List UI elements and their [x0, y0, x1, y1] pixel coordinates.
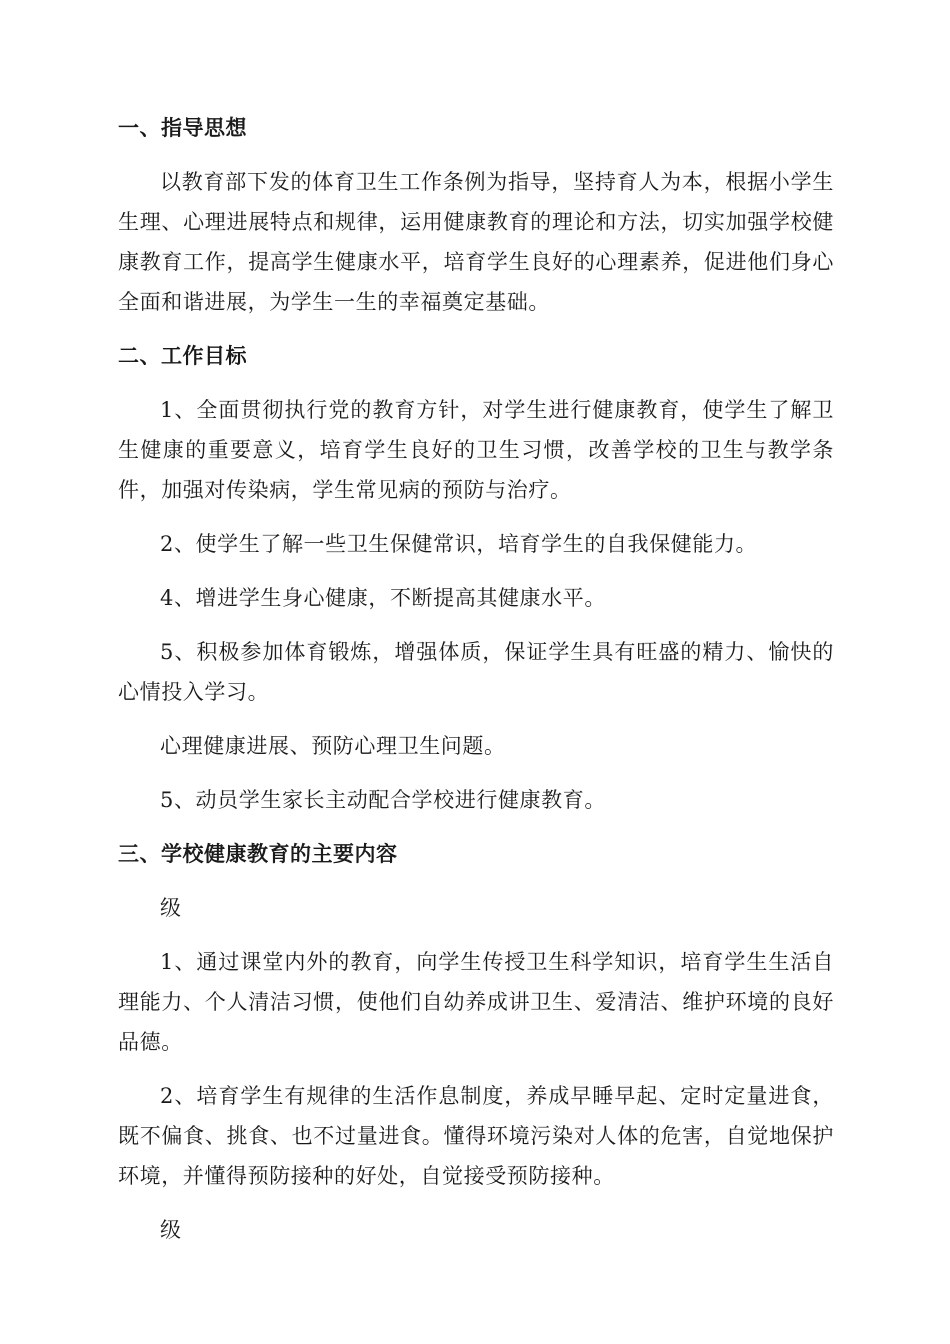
paragraph: 1、通过课堂内外的教育，向学生传授卫生科学知识，培育学生生活自理能力、个人清洁习惯，使他们自幼养成讲卫生、爱清洁、维护环境的良好品德。 [118, 950, 834, 1054]
paragraph: 2、培育学生有规律的生活作息制度，养成早睡早起、定时定量进食，既不偏食、挑食、也不过量进食。懂得环境污染对人体的危害，自觉地保护环境，并懂得预防接种的好处，自觉接受预防接种。 [118, 1084, 834, 1188]
paragraph: 2、使学生了解一些卫生保健常识，培育学生的自我保健能力。 [160, 532, 758, 556]
paragraph: 级 [160, 896, 182, 920]
section-heading-main-content: 三、学校健康教育的主要内容 [118, 842, 398, 866]
paragraph: 级 [160, 1218, 182, 1242]
paragraph: 4、增进学生身心健康，不断提高其健康水平。 [160, 586, 606, 610]
paragraph: 以教育部下发的体育卫生工作条例为指导，坚持育人为本，根据小学生生理、心理进展特点和规律，运用健康教育的理论和方法，切实加强学校健康教育工作，提高学生健康水平，培育学生良好的心理素养，促进他们身心全面和谐进展，为学生一生的幸福奠定基础。 [118, 170, 834, 314]
paragraph: 1、全面贯彻执行党的教育方针，对学生进行健康教育，使学生了解卫生健康的重要意义，培育学生良好的卫生习惯，改善学校的卫生与教学条件，加强对传染病，学生常见病的预防与治疗。 [118, 398, 834, 502]
paragraph: 心理健康进展、预防心理卫生问题。 [160, 734, 506, 758]
section-heading-work-goals: 二、工作目标 [118, 344, 247, 368]
document-page [118, 108, 834, 1264]
paragraph: 5、动员学生家长主动配合学校进行健康教育。 [160, 788, 606, 812]
paragraph: 5、积极参加体育锻炼，增强体质，保证学生具有旺盛的精力、愉快的心情投入学习。 [118, 640, 834, 704]
section-heading-guiding-ideology: 一、指导思想 [118, 116, 247, 140]
